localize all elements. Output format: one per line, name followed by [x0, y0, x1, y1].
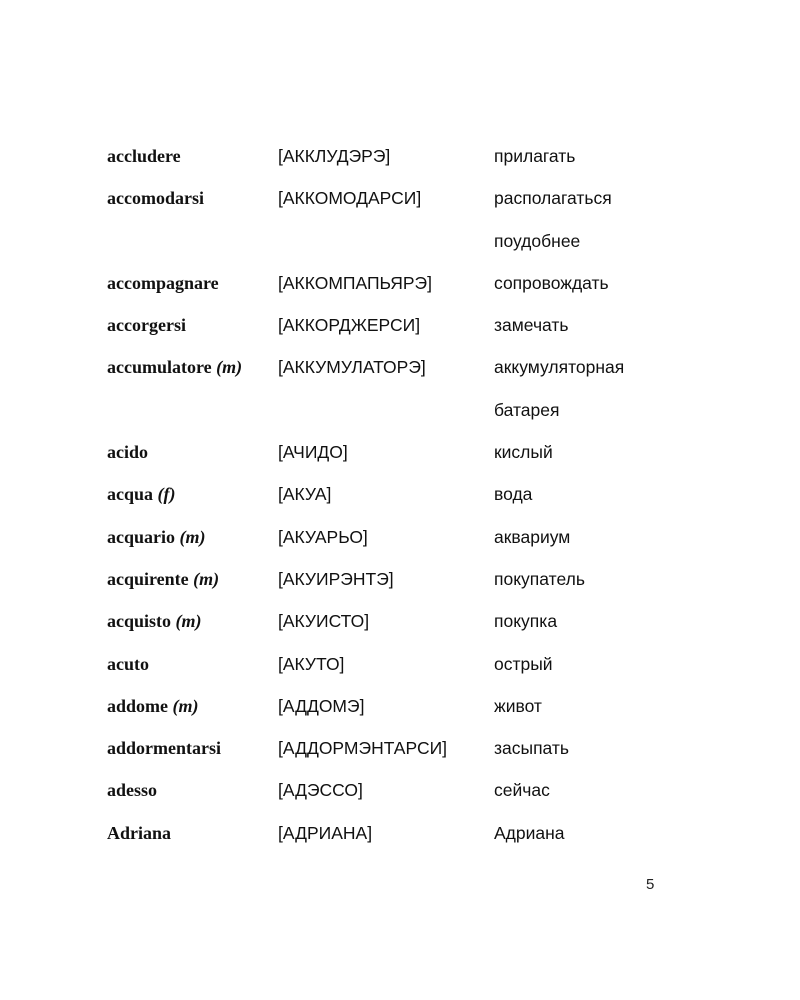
entry-pronunciation: [АККЛУДЭРЭ] — [278, 146, 391, 166]
entry-pronunciation: [АККОМОДАРСИ] — [278, 188, 422, 209]
entry-translation: покупка — [494, 611, 558, 632]
entry-word: accumulatore — [107, 357, 212, 378]
dictionary-entry — [107, 692, 687, 734]
entry-headword — [107, 269, 219, 297]
entry-word: acido — [107, 442, 149, 463]
entry-word: addormentarsi — [107, 738, 221, 759]
entry-translation: батарея — [494, 399, 560, 420]
entry-pronunciation: [АДДОРМЭНТАРСИ] — [278, 738, 448, 759]
entry-pronunciation: [АККОМПАПЬЯРЭ] — [278, 272, 432, 293]
entry-headword — [107, 142, 181, 170]
entry-word: acqua — [107, 484, 154, 505]
dictionary-entry — [107, 142, 687, 184]
entry-headword — [107, 692, 199, 720]
entry-translation: засыпать — [494, 738, 570, 759]
dictionary-entry — [107, 353, 687, 395]
entry-translation: располагаться — [494, 188, 612, 209]
entry-word: acquisto — [107, 611, 172, 632]
dictionary-entry — [107, 565, 687, 607]
entry-pronunciation: [АКУАРЬО] — [278, 526, 368, 547]
entry-headword — [107, 776, 157, 804]
entry-gender: (m) — [216, 357, 243, 378]
entry-translation: аккумуляторная — [494, 357, 625, 378]
dictionary-entry — [107, 227, 687, 269]
entry-word: accomodarsi — [107, 188, 204, 209]
entry-gender: (m) — [175, 611, 202, 632]
entry-gender: (m) — [179, 526, 206, 547]
entry-headword — [107, 523, 206, 551]
dictionary-entry — [107, 650, 687, 692]
entry-word: accludere — [107, 146, 181, 166]
entry-pronunciation: [АДДОМЭ] — [278, 695, 365, 716]
dictionary-entry — [107, 438, 687, 480]
entry-pronunciation: [АКУИСТО] — [278, 611, 370, 632]
entry-translation: покупатель — [494, 568, 585, 589]
dictionary-entry — [107, 819, 687, 861]
dictionary-entries — [107, 142, 687, 861]
entry-pronunciation: [АКУТО] — [278, 653, 345, 674]
entry-translation: вода — [494, 484, 533, 505]
entry-word: accorgersi — [107, 315, 186, 336]
entry-headword — [107, 438, 148, 466]
entry-translation: сопровождать — [494, 272, 609, 293]
entry-word: acquario — [107, 526, 176, 547]
dictionary-entry — [107, 607, 687, 649]
entry-headword — [107, 734, 221, 762]
entry-pronunciation: [АКУА] — [278, 484, 332, 505]
entry-word: acquirente — [107, 568, 189, 589]
entry-translation: живот — [494, 695, 542, 716]
entry-headword — [107, 607, 202, 635]
dictionary-entry — [107, 480, 687, 522]
entry-pronunciation: [АДЭССО] — [278, 780, 363, 801]
entry-word: addome — [107, 695, 169, 716]
entry-word: acuto — [107, 653, 149, 674]
entry-headword — [107, 480, 176, 508]
entry-headword — [107, 565, 219, 593]
entry-pronunciation: [АКУИРЭНТЭ] — [278, 568, 394, 589]
dictionary-entry — [107, 734, 687, 776]
entry-headword — [107, 819, 171, 847]
entry-pronunciation: [АДРИАНА] — [278, 822, 373, 843]
entry-headword — [107, 353, 242, 381]
entry-word: accompagnare — [107, 272, 219, 293]
entry-gender: (m) — [193, 568, 220, 589]
entry-translation: замечать — [494, 315, 569, 336]
entry-translation: Адриана — [494, 822, 565, 843]
entry-headword — [107, 184, 204, 212]
entry-translation: сейчас — [494, 780, 550, 801]
dictionary-entry — [107, 184, 687, 226]
entry-pronunciation: [АККУМУЛАТОРЭ] — [278, 357, 426, 378]
entry-translation: кислый — [494, 442, 553, 463]
entry-translation: прилагать — [494, 146, 576, 166]
dictionary-entry — [107, 396, 687, 438]
entry-gender: (m) — [172, 695, 199, 716]
entry-pronunciation: [АККОРДЖЕРСИ] — [278, 315, 421, 336]
entry-headword — [107, 650, 149, 678]
entry-word: Adriana — [107, 822, 172, 843]
page-number: 5 — [646, 876, 655, 893]
entry-translation: поудобнее — [494, 230, 581, 251]
entry-pronunciation: [АЧИДО] — [278, 442, 348, 463]
dictionary-entry — [107, 269, 687, 311]
dictionary-entry — [107, 776, 687, 818]
entry-gender: (f) — [157, 484, 176, 505]
entry-word: adesso — [107, 780, 158, 801]
entry-translation: острый — [494, 653, 553, 674]
dictionary-entry — [107, 311, 687, 353]
entry-headword — [107, 311, 186, 339]
dictionary-entry — [107, 523, 687, 565]
entry-translation: аквариум — [494, 526, 571, 547]
